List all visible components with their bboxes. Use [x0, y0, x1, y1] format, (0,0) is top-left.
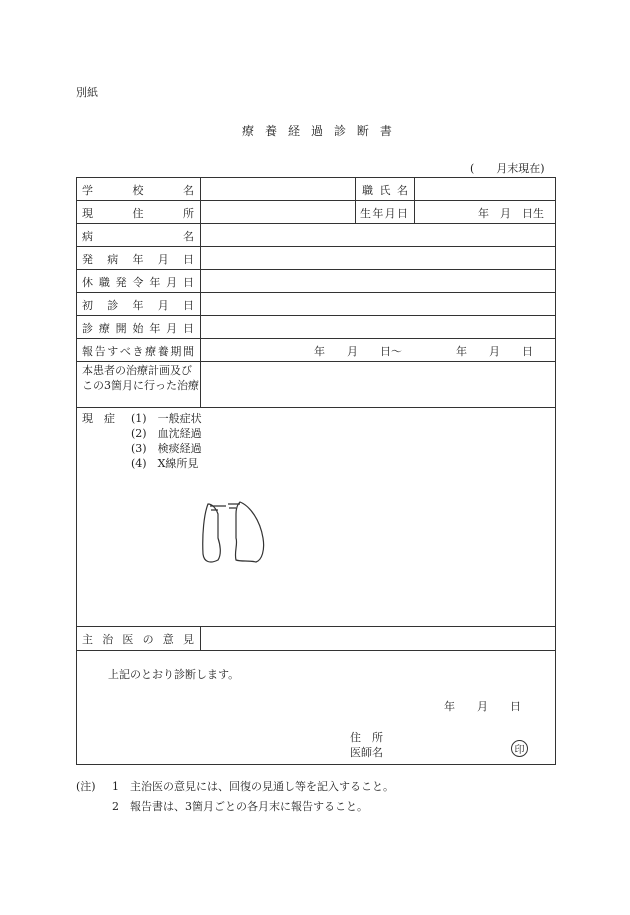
label-char: 名 [183, 184, 194, 197]
label-char: 日 [183, 253, 194, 266]
label-char: 療 [242, 124, 255, 138]
label-date-of-birth [360, 205, 408, 221]
label-char: 告 [94, 345, 106, 358]
label-char: 所 [183, 207, 194, 220]
label-char: き [132, 345, 144, 358]
label-char: 職 [362, 184, 373, 197]
label-char: 住 [132, 207, 144, 220]
label-char: 見 [182, 633, 194, 646]
label-doctor-opinion [82, 631, 194, 647]
label-char: 氏 [379, 184, 391, 197]
column-divider [200, 626, 201, 650]
label-char: 意 [162, 633, 174, 646]
label-char: 始 [132, 322, 144, 335]
label-char: 月 [157, 253, 169, 266]
label-char: 現 [82, 207, 93, 220]
label-char: 主 [82, 633, 93, 646]
note-item-1: 1 主治医の意見には、回復の見通し等を記入すること。 [112, 780, 394, 793]
row-divider [76, 246, 556, 247]
label-char: 経 [287, 124, 300, 138]
label-first-visit [82, 297, 194, 313]
label-char: 月 [166, 276, 178, 289]
label-treatment-plan: 本患者の治療計画及びこの3箇月に行った治療 [82, 364, 199, 392]
label-char: 日 [396, 207, 408, 220]
column-divider [355, 177, 356, 223]
label-char: 年 [372, 207, 384, 220]
label-address [82, 205, 194, 221]
label-char: 発 [82, 253, 93, 266]
label-report-period [82, 343, 194, 359]
label-char: 療 [98, 322, 110, 335]
label-char: 生 [360, 207, 371, 220]
row-divider [76, 200, 556, 201]
row-divider [76, 223, 556, 224]
row-divider [76, 315, 556, 316]
row-divider [76, 338, 556, 339]
label-char: 日 [183, 299, 194, 312]
seal-mark [511, 740, 528, 757]
certification-statement: 上記のとおり診断します。 [108, 668, 240, 681]
label-char: 月 [157, 299, 169, 312]
doctor-name-label: 医師名 [350, 746, 383, 759]
label-char: す [107, 345, 119, 358]
label-char: 休 [82, 276, 93, 289]
doctor-address-label: 住 所 [350, 731, 383, 744]
label-char: 過 [310, 124, 323, 138]
report-period-from: 年 月 日〜 [314, 345, 402, 358]
label-char: 間 [183, 345, 194, 358]
label-symptoms: 現 症 [82, 412, 115, 425]
label-char: 書 [379, 124, 392, 138]
date-of-birth-value: 年 月 日生 [478, 207, 544, 220]
row-divider [76, 361, 556, 362]
row-divider [76, 269, 556, 270]
row-divider [76, 292, 556, 293]
row-divider [76, 407, 556, 408]
label-char: の [142, 633, 154, 646]
label-leave-date [82, 274, 194, 290]
label-char: 日 [182, 276, 194, 289]
right-lung-outline [203, 504, 221, 562]
label-char: 名 [183, 230, 194, 243]
label-char: 診 [82, 322, 93, 335]
column-divider [200, 177, 201, 407]
note-item-2: 2 報告書は、3箇月ごとの各月末に報告すること。 [112, 800, 368, 813]
label-char: 病 [107, 253, 119, 266]
label-char: 月 [384, 207, 396, 220]
column-divider [414, 177, 415, 223]
symptom-item-esr: (2) 血沈経過 [131, 427, 202, 440]
label-onset-date [82, 251, 194, 267]
label-char: 医 [122, 633, 134, 646]
label-school-name [82, 182, 194, 198]
notes-prefix: (注) [76, 780, 96, 793]
report-period-to: 年 月 日 [456, 345, 533, 358]
label-disease-name [82, 228, 194, 244]
label-char: 年 [132, 253, 144, 266]
label-char: 名 [397, 184, 408, 197]
label-char: べ [119, 345, 131, 358]
label-char: 令 [132, 276, 144, 289]
certification-date: 年 月 日 [444, 700, 521, 713]
label-name [362, 182, 408, 198]
seal-text: 印 [514, 745, 525, 756]
label-char: 療 [145, 345, 157, 358]
as-of-date: ( 月末現在) [470, 162, 545, 175]
label-char: 養 [157, 345, 169, 358]
label-char: 診 [107, 299, 119, 312]
label-char: 年 [149, 276, 161, 289]
label-char: 月 [166, 322, 178, 335]
lungs-diagram [196, 494, 270, 574]
label-char: 学 [82, 184, 93, 197]
label-char: 病 [82, 230, 93, 243]
label-char: 治 [102, 633, 114, 646]
symptom-item-sputum: (3) 検痰経過 [131, 442, 202, 455]
attachment-label: 別紙 [76, 86, 98, 99]
label-char: 報 [82, 345, 93, 358]
label-char: 職 [98, 276, 110, 289]
label-char: 期 [170, 345, 182, 358]
label-char: 開 [115, 322, 127, 335]
label-treatment-start [82, 320, 194, 336]
row-divider [76, 626, 556, 627]
label-char: 年 [132, 299, 144, 312]
label-char: 日 [182, 322, 194, 335]
label-char: 年 [149, 322, 161, 335]
row-divider [76, 650, 556, 651]
label-char: 初 [82, 299, 93, 312]
label-char: 校 [132, 184, 144, 197]
label-char: 診 [333, 124, 346, 138]
label-char: 発 [115, 276, 127, 289]
document-title [242, 122, 392, 139]
left-lung-outline [235, 502, 263, 562]
symptom-item-general: (1) 一般症状 [131, 412, 202, 425]
symptom-item-xray: (4) X線所見 [131, 457, 199, 470]
label-char: 養 [264, 124, 277, 138]
label-char: 断 [356, 124, 369, 138]
